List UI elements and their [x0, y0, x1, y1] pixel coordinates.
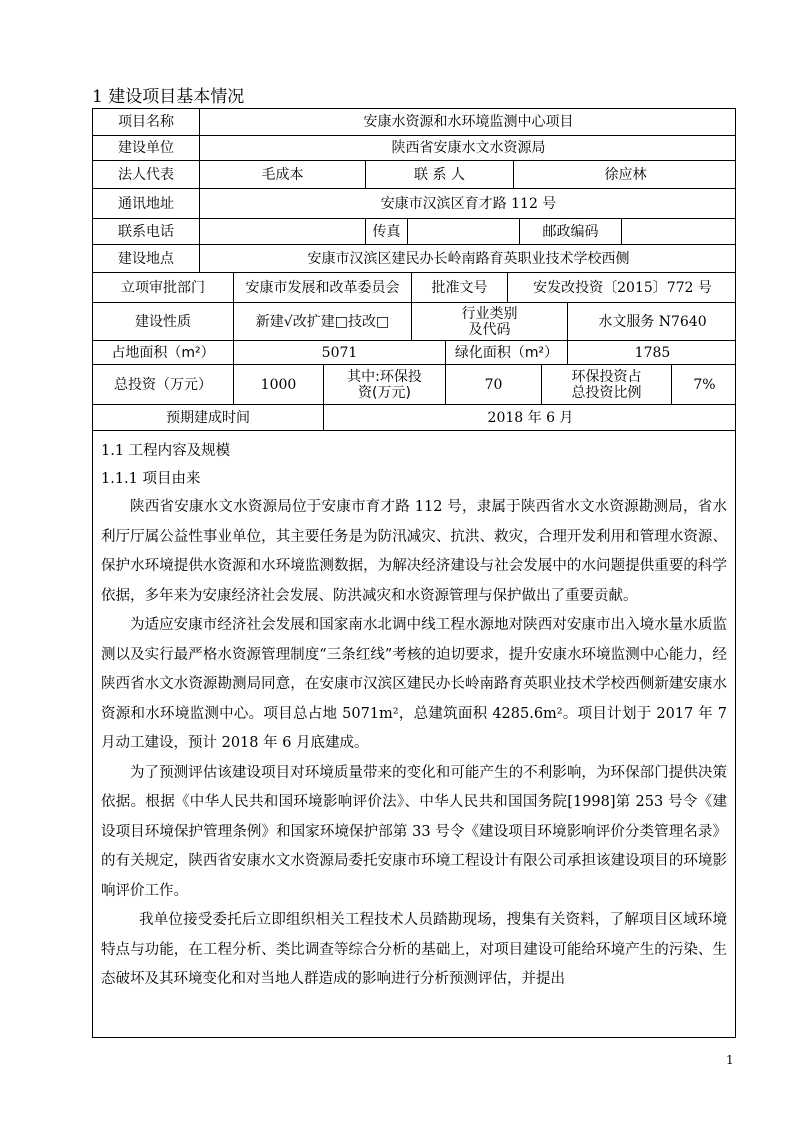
- subsection-heading: 1.1 工程内容及规模: [101, 443, 231, 459]
- paragraph: 我单位接受委托后立即组织相关工程技术人员踏勘现场，搜集有关资料，了解项目区域环境特点与功能，在工程分析、类比调查等综合分析的基础上，对项目建设可能给环境产生的污染、生态破坏及其环境变化和对当地人群造成的影响进行分析预测评估，并提出: [101, 912, 727, 987]
- site-label: 建设地点: [118, 250, 174, 267]
- project-info-table: [92, 108, 736, 1038]
- table-row: [93, 135, 735, 160]
- page-number: 1: [726, 1053, 734, 1067]
- invest-value: 1000: [233, 365, 323, 404]
- unit-label: 建设单位: [118, 140, 174, 156]
- industry-label: [411, 303, 567, 340]
- invest-label: 总投资（万元）: [114, 376, 212, 393]
- table-row: [93, 272, 735, 302]
- subsubsection-heading: 1.1.1 项目由来: [101, 471, 201, 487]
- nature-value: 新建√改扩建□技改□: [233, 303, 411, 340]
- legal-rep-value: 毛成本: [199, 161, 365, 188]
- site-value: 安康市汉滨区建民办长岭南路育英职业技术学校西侧: [199, 245, 737, 272]
- postcode-value: [621, 219, 737, 244]
- ratio-label: [541, 365, 671, 404]
- env-invest-label: [323, 365, 445, 404]
- env-invest-value: 70: [445, 365, 541, 404]
- approval-dept-value: 安康市发展和改革委员会: [233, 273, 411, 302]
- address-value: 安康市汉滨区育才路 112 号: [199, 189, 737, 218]
- table-row: [93, 340, 735, 364]
- ratio-label-line1: 环保投资占: [571, 368, 642, 385]
- table-row: [93, 364, 735, 404]
- project-name-label: 项目名称: [118, 114, 174, 130]
- paragraph: 为了预测评估该建设项目对环境质量带来的变化和可能产生的不利影响，为环保部门提供决策依据。根据《中华人民共和国环境影响评价法》、中华人民共和国国务院[1998]第 253 号令《建设项目环境保护管理条例》和国家环境保护部第 33 号令《建设项目环境影响评价分类管理名录》的有关规定，陕西省安康水文水资源局委托安康市环境工程设计有限公司承担该建设项目的环境影响评价工作。: [101, 764, 727, 899]
- ratio-value: 7%: [671, 365, 737, 404]
- green-label: 绿化面积（m²）: [445, 341, 567, 364]
- area-value: 5071: [233, 341, 445, 364]
- legal-rep-label: 法人代表: [118, 166, 174, 183]
- env-invest-label-line2: 资(万元): [358, 384, 411, 401]
- fax-label: 传真: [365, 219, 407, 244]
- phone-value: [199, 219, 365, 244]
- approval-no-value: 安发改投资〔2015〕772 号: [507, 273, 737, 302]
- completion-label: 预期建成时间: [166, 409, 250, 426]
- approval-no-label: 批准文号: [411, 273, 507, 302]
- table-row: [93, 404, 735, 431]
- green-value: 1785: [567, 341, 737, 364]
- table-row: [93, 160, 735, 188]
- phone-label: 联系电话: [118, 223, 174, 240]
- paragraph: 陕西省安康水文水资源局位于安康市育才路 112 号，隶属于陕西省水文水资源勘测局，省水利厅厅属公益性事业单位，其主要任务是为防汛减灾、抗洪、救灾，合理开发利用和管理水资源、保护水环境提供水资源和水环境监测数据，为解决经济建设与社会发展中的水问题提供重要的科学依据，多年来为安康经济社会发展、防洪减灾和水资源管理与保护做出了重要贡献。: [101, 499, 727, 604]
- approval-dept-label: 立项审批部门: [121, 279, 205, 296]
- table-row: [93, 188, 735, 218]
- unit-value: 陕西省安康水文水资源局: [199, 136, 737, 160]
- paragraph: 为适应安康市经济社会发展和国家南水北调中线工程水源地对陕西对安康市出入境水量水质监测以及实行最严格水资源管理制度“三条红线”考核的迫切要求，提升安康水环境监测中心能力，经陕西省水文水资源勘测局同意，在安康市汉滨区建民办长岭南路育英职业技术学校西侧新建安康水资源和水环境监测中心。项目总占地 5071m²，总建筑面积 4285.6m²。项目计划于 2017 年 7 月动工建设，预计 2018 年 6 月底建成。: [101, 617, 727, 751]
- table-row: [93, 109, 735, 135]
- ratio-label-line2: 总投资比例: [571, 384, 642, 401]
- industry-label-line2: 及代码: [468, 321, 511, 338]
- postcode-label: 邮政编码: [519, 219, 621, 244]
- table-row: [93, 244, 735, 272]
- fax-value: [407, 219, 519, 244]
- contact-value: 徐应林: [513, 161, 737, 188]
- industry-value: 水文服务 N7640: [567, 303, 737, 340]
- nature-label: 建设性质: [135, 313, 191, 330]
- industry-label-line1: 行业类别: [461, 305, 518, 322]
- table-row: [93, 218, 735, 244]
- contact-label: 联 系 人: [365, 161, 513, 188]
- section-title: 1 建设项目基本情况: [92, 87, 245, 107]
- env-invest-label-line1: 其中:环保投: [347, 368, 422, 385]
- address-label: 通讯地址: [118, 195, 174, 212]
- table-row: [93, 302, 735, 340]
- completion-value: 2018 年 6 月: [323, 405, 737, 430]
- body-text: [93, 431, 735, 995]
- area-label: 占地面积（m²）: [111, 344, 215, 361]
- project-name-value: 安康水资源和水环境监测中心项目: [199, 109, 737, 135]
